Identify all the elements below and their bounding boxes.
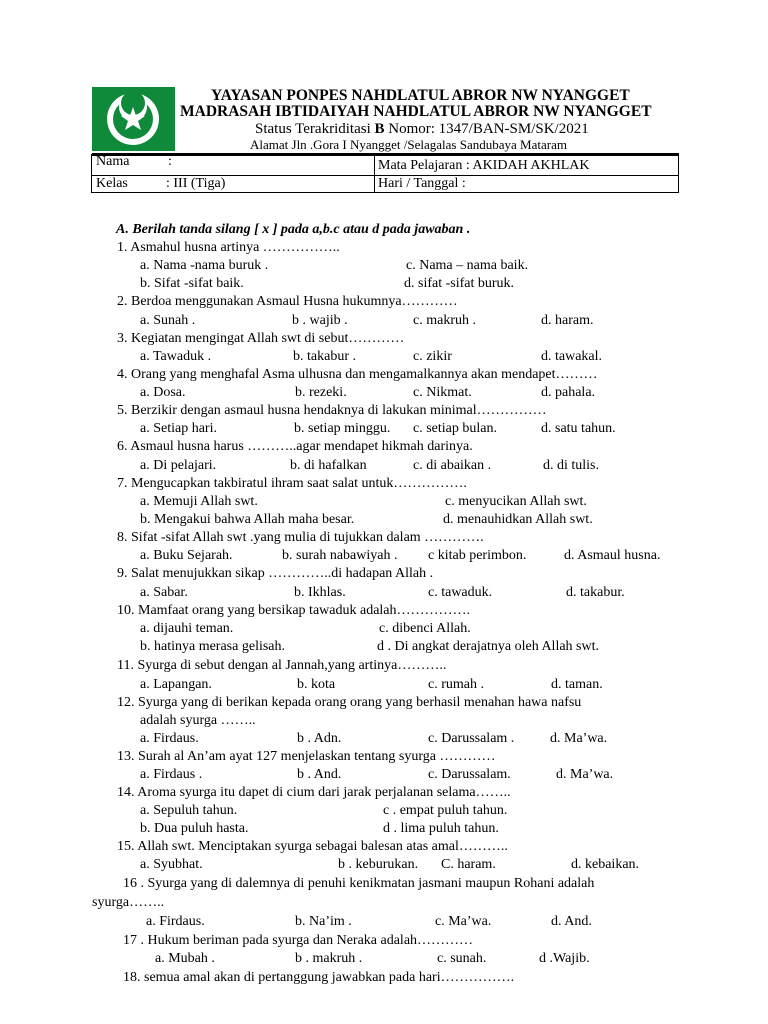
question-12-cont: adalah syurga …….. bbox=[140, 713, 256, 728]
option: c. Nikmat. bbox=[413, 385, 472, 400]
option: a. Firdaus . bbox=[140, 767, 203, 782]
option: a. Lapangan. bbox=[140, 677, 212, 692]
header-status: Status Terakriditasi B Nomor: 1347/BAN-SM/SK/2021 bbox=[255, 121, 589, 137]
option: a. Syubhat. bbox=[140, 857, 203, 872]
question-7: 7. Mengucapkan takbiratul ihram saat salat untuk……………. bbox=[117, 476, 467, 491]
option: c. zikir bbox=[413, 349, 452, 364]
question-13: 13. Surah al An’am ayat 127 menjelaskan tentang syurga ………… bbox=[117, 749, 496, 764]
option: c kitab perimbon. bbox=[428, 548, 527, 563]
option: d. And. bbox=[551, 914, 592, 929]
option: d. Ma’wa. bbox=[550, 731, 608, 746]
question-8: 8. Sifat -sifat Allah swt .yang mulia di tujukkan dalam …………. bbox=[117, 530, 484, 545]
option: c. di abaikan . bbox=[413, 458, 492, 473]
option: a. Firdaus. bbox=[140, 731, 199, 746]
option: a. Mubah . bbox=[155, 951, 215, 966]
school-logo bbox=[92, 87, 175, 151]
question-9: 9. Salat menujukkan sikap …………..di hadapan Allah . bbox=[117, 566, 434, 581]
question-10: 10. Mamfaat orang yang bersikap tawaduk adalah……………. bbox=[117, 603, 471, 618]
header-address: Alamat Jln .Gora I Nyangget /Selagalas Sandubaya Mataram bbox=[250, 137, 567, 152]
question-16-cont: syurga…….. bbox=[92, 895, 165, 910]
option: b. Sifat -sifat baik. bbox=[140, 276, 244, 291]
option: b. Mengakui bahwa Allah maha besar. bbox=[140, 512, 355, 527]
option: c . empat puluh tahun. bbox=[383, 803, 508, 818]
kelas-label: Kelas bbox=[96, 176, 128, 191]
option: a. Sunah . bbox=[140, 313, 196, 328]
option: c. Darussalam . bbox=[428, 731, 515, 746]
question-12: 12. Syurga yang di berikan kepada orang orang yang berhasil menahan hawa nafsu bbox=[117, 695, 582, 710]
option: b . makruh . bbox=[295, 951, 363, 966]
option: a. Memuji Allah swt. bbox=[140, 494, 258, 509]
header-foundation: YAYASAN PONPES NAHDLATUL ABROR NW NYANGGET bbox=[211, 87, 630, 104]
crescent-star-icon bbox=[92, 87, 175, 151]
option: a. Firdaus. bbox=[146, 914, 205, 929]
question-5: 5. Berzikir dengan asmaul husna hendaknya di lakukan minimal…………… bbox=[117, 403, 547, 418]
identity-table bbox=[91, 154, 679, 193]
option: c. menyucikan Allah swt. bbox=[445, 494, 587, 509]
question-15: 15. Allah swt. Menciptakan syurga sebagai balesan atas amal……….. bbox=[117, 839, 508, 854]
option: c. sunah. bbox=[437, 951, 487, 966]
option: c. makruh . bbox=[413, 313, 476, 328]
question-4: 4. Orang yang menghafal Asma ulhusna dan mengamalkannya akan mendapet……… bbox=[117, 367, 598, 382]
option: d. di tulis. bbox=[543, 458, 600, 473]
option: b . Adn. bbox=[297, 731, 342, 746]
option: a. Nama -nama buruk . bbox=[140, 258, 269, 273]
nama-label: Nama bbox=[96, 154, 130, 169]
option: b . keburukan. bbox=[338, 857, 419, 872]
question-18: 18. semua amal akan di pertanggung jawabkan pada hari……………. bbox=[123, 970, 515, 985]
question-2: 2. Berdoa menggunakan Asmaul Husna hukumnya………… bbox=[117, 294, 458, 309]
question-1: 1. Asmahul husna artinya …………….. bbox=[117, 240, 340, 255]
header-school: MADRASAH IBTIDAIYAH NAHDLATUL ABROR NW NYANGGET bbox=[180, 103, 652, 120]
option: d . lima puluh tahun. bbox=[383, 821, 499, 836]
date-field: Hari / Tanggal : bbox=[378, 176, 466, 191]
option: C. haram. bbox=[441, 857, 496, 872]
question-11: 11. Syurga di sebut dengan al Jannah,yang artinya……….. bbox=[117, 658, 447, 673]
nama-colon: : bbox=[168, 154, 172, 169]
option: c. rumah . bbox=[428, 677, 484, 692]
option: d . Di angkat derajatnya oleh Allah swt. bbox=[377, 639, 599, 654]
option: a. Sepuluh tahun. bbox=[140, 803, 238, 818]
option: a. Sabar. bbox=[140, 585, 188, 600]
option: b . wajib . bbox=[292, 313, 348, 328]
question-16: 16 . Syurga yang di dalemnya di penuhi kenikmatan jasmani maupun Rohani adalah bbox=[123, 876, 595, 891]
option: b. kota bbox=[297, 677, 336, 692]
option: a. Tawaduk . bbox=[140, 349, 212, 364]
option: d. kebaikan. bbox=[571, 857, 640, 872]
option: d. haram. bbox=[541, 313, 594, 328]
option: b. setiap minggu. bbox=[294, 421, 391, 436]
option: b. surah nabawiyah . bbox=[282, 548, 398, 563]
question-14: 14. Aroma syurga itu dapet di cium dari jarak perjalanan selama…….. bbox=[117, 785, 511, 800]
option: c. Nama – nama baik. bbox=[406, 258, 529, 273]
option: a. Dosa. bbox=[140, 385, 186, 400]
option: d. tawakal. bbox=[541, 349, 603, 364]
option: b. rezeki. bbox=[295, 385, 347, 400]
question-3: 3. Kegiatan mengingat Allah swt di sebut………… bbox=[117, 331, 405, 346]
option: a. Buku Sejarah. bbox=[140, 548, 233, 563]
option: b. Dua puluh hasta. bbox=[140, 821, 249, 836]
option: d. Asmaul husna. bbox=[564, 548, 661, 563]
option: c. tawaduk. bbox=[428, 585, 493, 600]
option: c. Ma’wa. bbox=[435, 914, 492, 929]
option: d. satu tahun. bbox=[541, 421, 616, 436]
option: d. sifat -sifat buruk. bbox=[404, 276, 515, 291]
option: b. Ikhlas. bbox=[294, 585, 346, 600]
option: c. Darussalam. bbox=[428, 767, 511, 782]
subject-field: Mata Pelajaran : AKIDAH AKHLAK bbox=[378, 158, 590, 173]
option: b. di hafalkan bbox=[290, 458, 367, 473]
option: a. dijauhi teman. bbox=[140, 621, 234, 636]
option: d. taman. bbox=[551, 677, 603, 692]
option: b. Na’im . bbox=[295, 914, 352, 929]
option: d. pahala. bbox=[541, 385, 596, 400]
option: b . And. bbox=[297, 767, 342, 782]
question-6: 6. Asmaul husna harus ………..agar mendapet hikmah darinya. bbox=[117, 439, 473, 454]
option: b. hatinya merasa gelisah. bbox=[140, 639, 286, 654]
option: b. takabur . bbox=[293, 349, 356, 364]
option: d. takabur. bbox=[566, 585, 625, 600]
option: c. setiap bulan. bbox=[413, 421, 497, 436]
kelas-value: : III (Tiga) bbox=[166, 176, 226, 191]
question-17: 17 . Hukum beriman pada syurga dan Neraka adalah………… bbox=[123, 933, 474, 948]
option: a. Setiap hari. bbox=[140, 421, 217, 436]
option: c. dibenci Allah. bbox=[379, 621, 471, 636]
option: d .Wajib. bbox=[539, 951, 590, 966]
option: d. Ma’wa. bbox=[556, 767, 614, 782]
option: a. Di pelajari. bbox=[140, 458, 217, 473]
option: d. menauhidkan Allah swt. bbox=[443, 512, 593, 527]
instruction: A. Berilah tanda silang [ x ] pada a,b.c atau d pada jawaban . bbox=[116, 222, 471, 237]
